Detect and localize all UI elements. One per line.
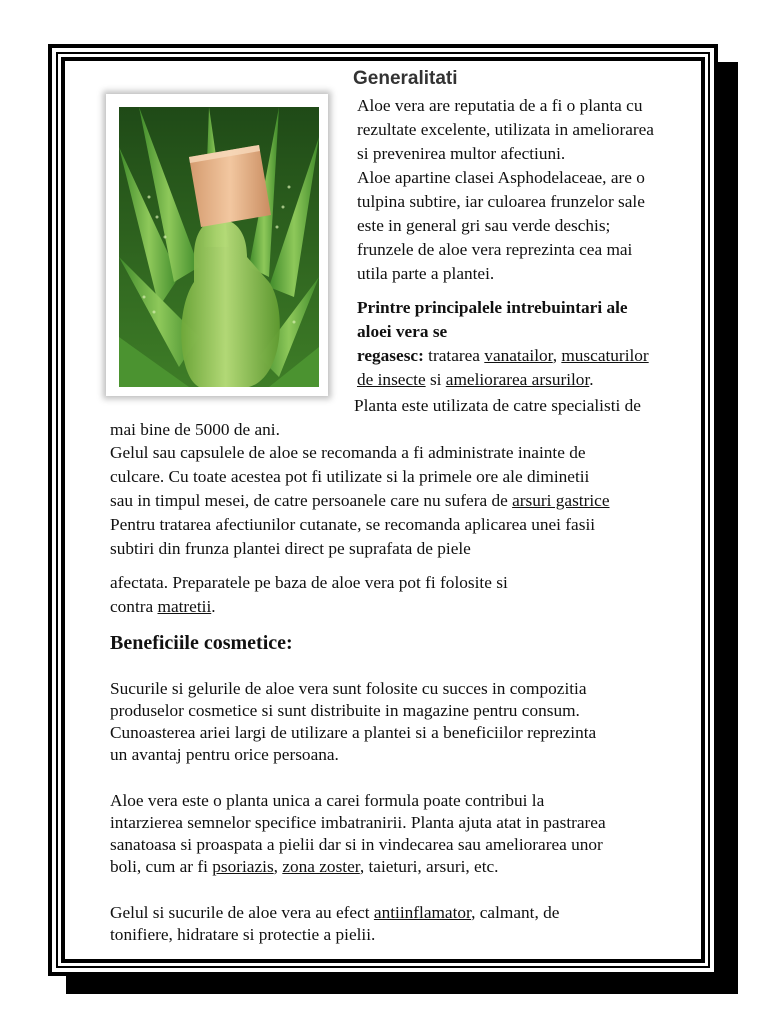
text-line: Aloe apartine clasei Asphodelaceae, are o (357, 168, 645, 187)
text-line: Cunoasterea ariei largi de utilizare a plantei si a beneficiilor reprezinta (110, 723, 597, 742)
text-span: , calmant, de (471, 903, 560, 922)
text-line: rezultate excelente, utilizata in ameliorarea (357, 120, 654, 139)
section-title-generalitati: Generalitati (353, 68, 458, 89)
text-line: culcare. Cu toate acestea pot fi utilizate si la primele ore ale diminetii (110, 467, 590, 486)
text-span: si (425, 370, 446, 389)
text-span: tratarea (423, 346, 485, 365)
text-line: Gelul sau capsulele de aloe se recomanda a fi administrate inainte de (110, 443, 586, 462)
link-de-insecte[interactable]: de insecte (357, 370, 426, 389)
text-line: este in general gri sau verde deschis; (357, 216, 611, 235)
text-line: un avantaj pentru orice persoana. (110, 745, 339, 764)
text-span: , taieturi, arsuri, etc. (359, 857, 499, 876)
text-line: produselor cosmetice si sunt distribuite in magazine pentru consum. (110, 701, 580, 720)
text-span: , (552, 346, 562, 365)
text-span: sau in timpul mesei, de catre persoanele care nu sufera de (110, 491, 513, 510)
link-psoriazis[interactable]: psoriazis (212, 857, 274, 876)
link-arsuri-gastrice[interactable]: arsuri gastrice (512, 491, 610, 510)
text-line: Planta este utilizata de catre specialisti de (354, 396, 641, 415)
text-span: Gelul si sucurile de aloe vera au efect (110, 903, 374, 922)
text-line: Pentru tratarea afectiunilor cutanate, se recomanda aplicarea unei fasii (110, 515, 596, 534)
text-line (110, 491, 610, 511)
uses-line (357, 370, 594, 390)
link-vanatailor[interactable]: vanatailor (484, 346, 553, 365)
text-line (110, 903, 559, 923)
uses-heading: Printre principalele intrebuintari ale (357, 298, 628, 317)
link-antiinflamator[interactable]: antiinflamator (373, 903, 472, 922)
text-line (110, 597, 216, 617)
text-line: utila parte a plantei. (357, 264, 495, 283)
text-line: intarzierea semnelor specifice imbatranirii. Planta ajuta atat in pastrarea (110, 813, 606, 832)
text-line: frunzele de aloe vera reprezinta cea mai (357, 240, 633, 259)
text-line: tonifiere, hidratare si protectie a pielii. (110, 925, 376, 944)
text-span: boli, cum ar fi (110, 857, 213, 876)
text-line: mai bine de 5000 de ani. (110, 420, 280, 439)
uses-heading: regasesc: (357, 346, 424, 365)
text-line: afectata. Preparatele pe baza de aloe vera pot fi folosite si (110, 573, 508, 592)
text-line: Aloe vera este o planta unica a carei formula poate contribui la (110, 791, 545, 810)
link-ameliorarea-arsurilor[interactable]: ameliorarea arsurilor (445, 370, 590, 389)
link-matretii[interactable]: matretii (157, 597, 212, 616)
text-span: , (273, 857, 283, 876)
text-span: contra (110, 597, 158, 616)
text-line: tulpina subtire, iar culoarea frunzelor sale (357, 192, 645, 211)
text-line: sanatoasa si proaspata a pielii dar si in vindecarea sau ameliorarea unor (110, 835, 603, 854)
uses-heading: aloei vera se (357, 322, 448, 341)
text-span: . (211, 597, 216, 616)
link-muscaturilor[interactable]: muscaturilor (561, 346, 649, 365)
text-line (110, 857, 499, 877)
text-line: subtiri din frunza plantei direct pe suprafata de piele (110, 539, 471, 558)
section-title-beneficii: Beneficiile cosmetice: (110, 632, 293, 654)
uses-line (357, 346, 649, 366)
text-line: si prevenirea multor afectiuni. (357, 144, 566, 163)
text-line: Aloe vera are reputatia de a fi o planta cu (357, 96, 643, 115)
text-line: Sucurile si gelurile de aloe vera sunt folosite cu succes in compozitia (110, 679, 587, 698)
text-span: . (589, 370, 594, 389)
aloe-vera-photo (119, 107, 319, 387)
link-zona-zoster[interactable]: zona zoster (282, 857, 360, 876)
